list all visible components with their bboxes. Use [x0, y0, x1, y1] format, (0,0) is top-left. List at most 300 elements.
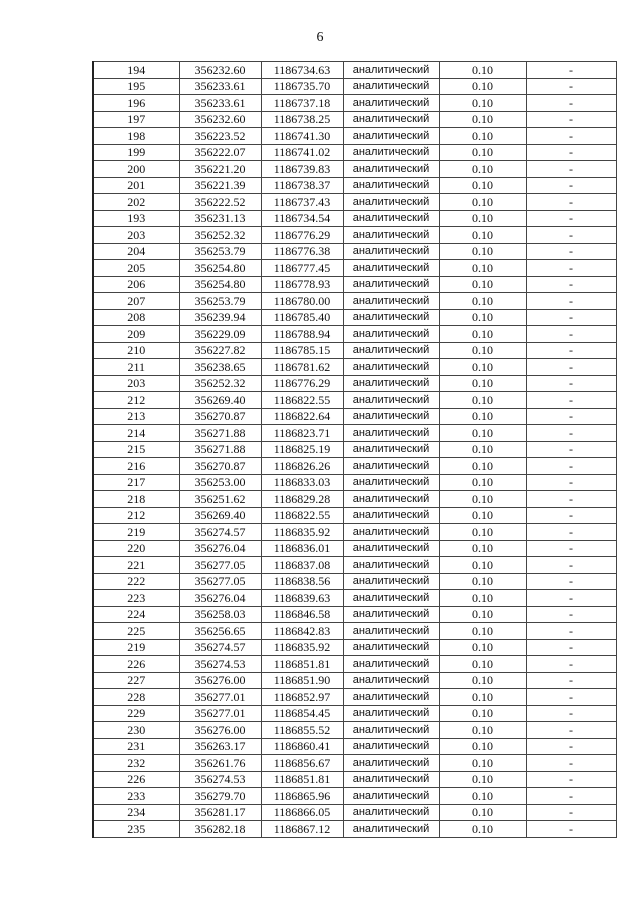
point-number-cell: 221: [93, 557, 179, 574]
method-cell: аналитический: [343, 194, 439, 211]
note-cell: -: [526, 705, 616, 722]
point-number-cell: 224: [93, 606, 179, 623]
y-coordinate-cell: 1186851.81: [261, 656, 343, 673]
accuracy-cell: 0.10: [439, 557, 526, 574]
note-cell: -: [526, 458, 616, 475]
x-coordinate-cell: 356276.04: [179, 540, 261, 557]
x-coordinate-cell: 356239.94: [179, 309, 261, 326]
point-number-cell: 222: [93, 573, 179, 590]
x-coordinate-cell: 356274.57: [179, 524, 261, 541]
coordinates-table: [92, 61, 617, 838]
x-coordinate-cell: 356277.05: [179, 557, 261, 574]
note-cell: -: [526, 540, 616, 557]
table-row: [93, 392, 616, 409]
y-coordinate-cell: 1186776.29: [261, 375, 343, 392]
note-cell: -: [526, 326, 616, 343]
x-coordinate-cell: 356276.00: [179, 672, 261, 689]
accuracy-cell: 0.10: [439, 243, 526, 260]
y-coordinate-cell: 1186734.54: [261, 210, 343, 227]
point-number-cell: 212: [93, 507, 179, 524]
table-row: [93, 755, 616, 772]
point-number-cell: 200: [93, 161, 179, 178]
point-number-cell: 215: [93, 441, 179, 458]
accuracy-cell: 0.10: [439, 326, 526, 343]
note-cell: -: [526, 425, 616, 442]
point-number-cell: 194: [93, 62, 179, 79]
table-row: [93, 227, 616, 244]
y-coordinate-cell: 1186851.90: [261, 672, 343, 689]
table-row: [93, 342, 616, 359]
note-cell: -: [526, 293, 616, 310]
method-cell: аналитический: [343, 441, 439, 458]
y-coordinate-cell: 1186835.92: [261, 639, 343, 656]
method-cell: аналитический: [343, 722, 439, 739]
table-row: [93, 128, 616, 145]
point-number-cell: 201: [93, 177, 179, 194]
note-cell: -: [526, 210, 616, 227]
x-coordinate-cell: 356232.60: [179, 111, 261, 128]
point-number-cell: 212: [93, 392, 179, 409]
table-row: [93, 524, 616, 541]
x-coordinate-cell: 356253.79: [179, 293, 261, 310]
y-coordinate-cell: 1186822.55: [261, 392, 343, 409]
y-coordinate-cell: 1186856.67: [261, 755, 343, 772]
note-cell: -: [526, 755, 616, 772]
x-coordinate-cell: 356258.03: [179, 606, 261, 623]
method-cell: аналитический: [343, 326, 439, 343]
note-cell: -: [526, 788, 616, 805]
y-coordinate-cell: 1186780.00: [261, 293, 343, 310]
accuracy-cell: 0.10: [439, 161, 526, 178]
y-coordinate-cell: 1186823.71: [261, 425, 343, 442]
point-number-cell: 231: [93, 738, 179, 755]
x-coordinate-cell: 356269.40: [179, 392, 261, 409]
note-cell: -: [526, 689, 616, 706]
table-row: [93, 540, 616, 557]
accuracy-cell: 0.10: [439, 177, 526, 194]
point-number-cell: 219: [93, 639, 179, 656]
point-number-cell: 218: [93, 491, 179, 508]
point-number-cell: 199: [93, 144, 179, 161]
x-coordinate-cell: 356253.79: [179, 243, 261, 260]
accuracy-cell: 0.10: [439, 95, 526, 112]
accuracy-cell: 0.10: [439, 375, 526, 392]
y-coordinate-cell: 1186737.43: [261, 194, 343, 211]
method-cell: аналитический: [343, 524, 439, 541]
table-row: [93, 722, 616, 739]
x-coordinate-cell: 356253.00: [179, 474, 261, 491]
table-row: [93, 260, 616, 277]
accuracy-cell: 0.10: [439, 491, 526, 508]
accuracy-cell: 0.10: [439, 474, 526, 491]
table-row: [93, 623, 616, 640]
table-row: [93, 276, 616, 293]
method-cell: аналитический: [343, 144, 439, 161]
y-coordinate-cell: 1186833.03: [261, 474, 343, 491]
table-row: [93, 474, 616, 491]
accuracy-cell: 0.10: [439, 804, 526, 821]
point-number-cell: 198: [93, 128, 179, 145]
table-row: [93, 441, 616, 458]
accuracy-cell: 0.10: [439, 507, 526, 524]
method-cell: аналитический: [343, 788, 439, 805]
point-number-cell: 203: [93, 375, 179, 392]
x-coordinate-cell: 356277.01: [179, 705, 261, 722]
x-coordinate-cell: 356282.18: [179, 821, 261, 838]
method-cell: аналитический: [343, 177, 439, 194]
y-coordinate-cell: 1186822.55: [261, 507, 343, 524]
y-coordinate-cell: 1186739.83: [261, 161, 343, 178]
table-row: [93, 62, 616, 79]
point-number-cell: 195: [93, 78, 179, 95]
note-cell: -: [526, 375, 616, 392]
table-row: [93, 144, 616, 161]
note-cell: -: [526, 524, 616, 541]
accuracy-cell: 0.10: [439, 705, 526, 722]
y-coordinate-cell: 1186855.52: [261, 722, 343, 739]
point-number-cell: 193: [93, 210, 179, 227]
table-row: [93, 375, 616, 392]
accuracy-cell: 0.10: [439, 738, 526, 755]
y-coordinate-cell: 1186842.83: [261, 623, 343, 640]
y-coordinate-cell: 1186865.96: [261, 788, 343, 805]
accuracy-cell: 0.10: [439, 227, 526, 244]
method-cell: аналитический: [343, 590, 439, 607]
table-row: [93, 293, 616, 310]
y-coordinate-cell: 1186851.81: [261, 771, 343, 788]
method-cell: аналитический: [343, 540, 439, 557]
x-coordinate-cell: 356281.17: [179, 804, 261, 821]
table-row: [93, 672, 616, 689]
y-coordinate-cell: 1186822.64: [261, 408, 343, 425]
point-number-cell: 207: [93, 293, 179, 310]
method-cell: аналитический: [343, 656, 439, 673]
point-number-cell: 217: [93, 474, 179, 491]
note-cell: -: [526, 392, 616, 409]
y-coordinate-cell: 1186867.12: [261, 821, 343, 838]
note-cell: -: [526, 491, 616, 508]
y-coordinate-cell: 1186788.94: [261, 326, 343, 343]
point-number-cell: 220: [93, 540, 179, 557]
method-cell: аналитический: [343, 705, 439, 722]
point-number-cell: 208: [93, 309, 179, 326]
method-cell: аналитический: [343, 458, 439, 475]
point-number-cell: 202: [93, 194, 179, 211]
accuracy-cell: 0.10: [439, 524, 526, 541]
method-cell: аналитический: [343, 128, 439, 145]
accuracy-cell: 0.10: [439, 623, 526, 640]
method-cell: аналитический: [343, 639, 439, 656]
point-number-cell: 204: [93, 243, 179, 260]
coordinates-table-wrapper: [92, 61, 615, 838]
accuracy-cell: 0.10: [439, 194, 526, 211]
x-coordinate-cell: 356238.65: [179, 359, 261, 376]
table-row: [93, 359, 616, 376]
note-cell: -: [526, 722, 616, 739]
x-coordinate-cell: 356221.39: [179, 177, 261, 194]
table-row: [93, 408, 616, 425]
method-cell: аналитический: [343, 78, 439, 95]
point-number-cell: 226: [93, 771, 179, 788]
point-number-cell: 228: [93, 689, 179, 706]
y-coordinate-cell: 1186737.18: [261, 95, 343, 112]
table-row: [93, 557, 616, 574]
note-cell: -: [526, 161, 616, 178]
method-cell: аналитический: [343, 689, 439, 706]
x-coordinate-cell: 356269.40: [179, 507, 261, 524]
method-cell: аналитический: [343, 425, 439, 442]
accuracy-cell: 0.10: [439, 771, 526, 788]
note-cell: -: [526, 62, 616, 79]
point-number-cell: 210: [93, 342, 179, 359]
accuracy-cell: 0.10: [439, 540, 526, 557]
x-coordinate-cell: 356270.87: [179, 458, 261, 475]
x-coordinate-cell: 356276.00: [179, 722, 261, 739]
y-coordinate-cell: 1186839.63: [261, 590, 343, 607]
accuracy-cell: 0.10: [439, 408, 526, 425]
y-coordinate-cell: 1186738.25: [261, 111, 343, 128]
table-row: [93, 78, 616, 95]
note-cell: -: [526, 771, 616, 788]
x-coordinate-cell: 356274.53: [179, 656, 261, 673]
note-cell: -: [526, 474, 616, 491]
x-coordinate-cell: 356274.57: [179, 639, 261, 656]
method-cell: аналитический: [343, 573, 439, 590]
y-coordinate-cell: 1186838.56: [261, 573, 343, 590]
table-row: [93, 425, 616, 442]
y-coordinate-cell: 1186776.29: [261, 227, 343, 244]
point-number-cell: 206: [93, 276, 179, 293]
y-coordinate-cell: 1186835.92: [261, 524, 343, 541]
method-cell: аналитический: [343, 210, 439, 227]
point-number-cell: 219: [93, 524, 179, 541]
x-coordinate-cell: 356252.32: [179, 375, 261, 392]
method-cell: аналитический: [343, 474, 439, 491]
y-coordinate-cell: 1186836.01: [261, 540, 343, 557]
note-cell: -: [526, 573, 616, 590]
accuracy-cell: 0.10: [439, 359, 526, 376]
point-number-cell: 211: [93, 359, 179, 376]
note-cell: -: [526, 639, 616, 656]
y-coordinate-cell: 1186781.62: [261, 359, 343, 376]
y-coordinate-cell: 1186735.70: [261, 78, 343, 95]
x-coordinate-cell: 356271.88: [179, 425, 261, 442]
accuracy-cell: 0.10: [439, 441, 526, 458]
y-coordinate-cell: 1186777.45: [261, 260, 343, 277]
y-coordinate-cell: 1186741.30: [261, 128, 343, 145]
accuracy-cell: 0.10: [439, 821, 526, 838]
table-row: [93, 458, 616, 475]
accuracy-cell: 0.10: [439, 689, 526, 706]
method-cell: аналитический: [343, 755, 439, 772]
point-number-cell: 225: [93, 623, 179, 640]
accuracy-cell: 0.10: [439, 144, 526, 161]
point-number-cell: 205: [93, 260, 179, 277]
note-cell: -: [526, 309, 616, 326]
method-cell: аналитический: [343, 62, 439, 79]
table-row: [93, 771, 616, 788]
x-coordinate-cell: 356222.07: [179, 144, 261, 161]
accuracy-cell: 0.10: [439, 309, 526, 326]
method-cell: аналитический: [343, 738, 439, 755]
y-coordinate-cell: 1186860.41: [261, 738, 343, 755]
x-coordinate-cell: 356227.82: [179, 342, 261, 359]
accuracy-cell: 0.10: [439, 62, 526, 79]
note-cell: -: [526, 738, 616, 755]
y-coordinate-cell: 1186785.40: [261, 309, 343, 326]
note-cell: -: [526, 606, 616, 623]
method-cell: аналитический: [343, 161, 439, 178]
accuracy-cell: 0.10: [439, 276, 526, 293]
point-number-cell: 227: [93, 672, 179, 689]
note-cell: -: [526, 672, 616, 689]
x-coordinate-cell: 356254.80: [179, 260, 261, 277]
method-cell: аналитический: [343, 821, 439, 838]
note-cell: -: [526, 95, 616, 112]
note-cell: -: [526, 78, 616, 95]
method-cell: аналитический: [343, 359, 439, 376]
y-coordinate-cell: 1186852.97: [261, 689, 343, 706]
note-cell: -: [526, 177, 616, 194]
table-row: [93, 738, 616, 755]
table-row: [93, 111, 616, 128]
y-coordinate-cell: 1186785.15: [261, 342, 343, 359]
table-row: [93, 491, 616, 508]
note-cell: -: [526, 408, 616, 425]
method-cell: аналитический: [343, 491, 439, 508]
table-row: [93, 177, 616, 194]
accuracy-cell: 0.10: [439, 590, 526, 607]
x-coordinate-cell: 356270.87: [179, 408, 261, 425]
table-row: [93, 194, 616, 211]
note-cell: -: [526, 590, 616, 607]
table-row: [93, 606, 616, 623]
x-coordinate-cell: 356271.88: [179, 441, 261, 458]
y-coordinate-cell: 1186741.02: [261, 144, 343, 161]
accuracy-cell: 0.10: [439, 392, 526, 409]
x-coordinate-cell: 356274.53: [179, 771, 261, 788]
table-row: [93, 656, 616, 673]
accuracy-cell: 0.10: [439, 342, 526, 359]
method-cell: аналитический: [343, 507, 439, 524]
note-cell: -: [526, 623, 616, 640]
method-cell: аналитический: [343, 227, 439, 244]
note-cell: -: [526, 128, 616, 145]
x-coordinate-cell: 356254.80: [179, 276, 261, 293]
table-row: [93, 689, 616, 706]
point-number-cell: 214: [93, 425, 179, 442]
accuracy-cell: 0.10: [439, 210, 526, 227]
accuracy-cell: 0.10: [439, 788, 526, 805]
point-number-cell: 232: [93, 755, 179, 772]
accuracy-cell: 0.10: [439, 656, 526, 673]
point-number-cell: 216: [93, 458, 179, 475]
x-coordinate-cell: 356233.61: [179, 95, 261, 112]
y-coordinate-cell: 1186825.19: [261, 441, 343, 458]
accuracy-cell: 0.10: [439, 606, 526, 623]
method-cell: аналитический: [343, 672, 439, 689]
point-number-cell: 230: [93, 722, 179, 739]
method-cell: аналитический: [343, 623, 439, 640]
accuracy-cell: 0.10: [439, 672, 526, 689]
x-coordinate-cell: 356252.32: [179, 227, 261, 244]
table-row: [93, 95, 616, 112]
point-number-cell: 229: [93, 705, 179, 722]
method-cell: аналитический: [343, 95, 439, 112]
note-cell: -: [526, 194, 616, 211]
y-coordinate-cell: 1186837.08: [261, 557, 343, 574]
accuracy-cell: 0.10: [439, 293, 526, 310]
x-coordinate-cell: 356277.01: [179, 689, 261, 706]
x-coordinate-cell: 356279.70: [179, 788, 261, 805]
table-row: [93, 639, 616, 656]
x-coordinate-cell: 356233.61: [179, 78, 261, 95]
x-coordinate-cell: 356232.60: [179, 62, 261, 79]
method-cell: аналитический: [343, 557, 439, 574]
accuracy-cell: 0.10: [439, 755, 526, 772]
table-row: [93, 507, 616, 524]
note-cell: -: [526, 804, 616, 821]
method-cell: аналитический: [343, 771, 439, 788]
note-cell: -: [526, 441, 616, 458]
method-cell: аналитический: [343, 276, 439, 293]
accuracy-cell: 0.10: [439, 78, 526, 95]
note-cell: -: [526, 507, 616, 524]
method-cell: аналитический: [343, 111, 439, 128]
accuracy-cell: 0.10: [439, 128, 526, 145]
point-number-cell: 226: [93, 656, 179, 673]
note-cell: -: [526, 342, 616, 359]
note-cell: -: [526, 243, 616, 260]
note-cell: -: [526, 656, 616, 673]
note-cell: -: [526, 276, 616, 293]
note-cell: -: [526, 557, 616, 574]
table-row: [93, 326, 616, 343]
y-coordinate-cell: 1186866.05: [261, 804, 343, 821]
method-cell: аналитический: [343, 260, 439, 277]
x-coordinate-cell: 356277.05: [179, 573, 261, 590]
method-cell: аналитический: [343, 392, 439, 409]
method-cell: аналитический: [343, 375, 439, 392]
method-cell: аналитический: [343, 606, 439, 623]
x-coordinate-cell: 356231.13: [179, 210, 261, 227]
y-coordinate-cell: 1186826.26: [261, 458, 343, 475]
point-number-cell: 203: [93, 227, 179, 244]
accuracy-cell: 0.10: [439, 260, 526, 277]
note-cell: -: [526, 227, 616, 244]
y-coordinate-cell: 1186854.45: [261, 705, 343, 722]
y-coordinate-cell: 1186776.38: [261, 243, 343, 260]
x-coordinate-cell: 356276.04: [179, 590, 261, 607]
note-cell: -: [526, 111, 616, 128]
note-cell: -: [526, 260, 616, 277]
x-coordinate-cell: 356221.20: [179, 161, 261, 178]
table-row: [93, 210, 616, 227]
accuracy-cell: 0.10: [439, 425, 526, 442]
point-number-cell: 209: [93, 326, 179, 343]
x-coordinate-cell: 356256.65: [179, 623, 261, 640]
point-number-cell: 233: [93, 788, 179, 805]
point-number-cell: 235: [93, 821, 179, 838]
x-coordinate-cell: 356229.09: [179, 326, 261, 343]
accuracy-cell: 0.10: [439, 639, 526, 656]
table-row: [93, 804, 616, 821]
table-row: [93, 705, 616, 722]
point-number-cell: 197: [93, 111, 179, 128]
x-coordinate-cell: 356222.52: [179, 194, 261, 211]
y-coordinate-cell: 1186846.58: [261, 606, 343, 623]
table-row: [93, 161, 616, 178]
